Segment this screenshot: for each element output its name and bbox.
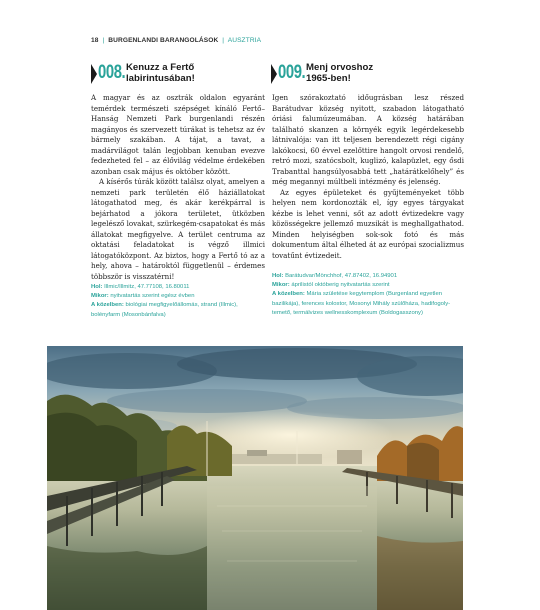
book-title: BURGENLANDI BARANGOLÁSOK	[108, 37, 219, 44]
info-value: Illmic/Illmitz, 47.77108, 16.80011	[104, 284, 190, 290]
info-row	[91, 292, 267, 301]
section-title	[126, 63, 195, 84]
photo-illustration	[47, 346, 463, 610]
section-title-line: Kenuzz a Fertő	[126, 62, 195, 73]
header-country: AUSZTRIA	[227, 37, 262, 44]
section-heading	[91, 63, 195, 84]
section-heading	[271, 63, 373, 84]
paragraph: Igen szórakoztató időugrásban lesz részed Barátudvar község nyitott, szabadon látogatható óriási falumúzeumában. A község határában található skanzen a környék egyik legérdekesebb látnivalója: van itt teljesen berendezett régi cigány lakókocsi, 60 évvel ezelőttire hangolt orvosi rendelő, retró mozi, szatócsbolt, kuglizó, kalapüzlet, egy ősdi Trabanttal hangsúlyosabbá tett „határátkelőhely” és még megannyi múltbeli intézmény és jelenség.	[272, 93, 464, 186]
info-row	[272, 290, 464, 318]
info-value: Mária születése kegytemplom (Burgenland egyetlen bazilikája), ferences kolostor, Mosonyi Mihály szülőháza, hadifogoly-temető, termálvizes wellnesskomplexum (Boldogasszony)	[272, 291, 451, 316]
section-number: 008.	[98, 62, 126, 83]
section-body	[272, 93, 464, 261]
paragraph: Az egyes épületeket és gyűjteményeket több helyen nem kordonozták el, így egyes tárgyakat kézbe is lehet venni, sőt az adott évtizedekre vagy közösségekre jellemző muzsikát is meghallgathatod. Minden helyiségben sok-sok fotó és más dokumentum által élheted át az európai szocializmus tovatűnt évtizedeit.	[272, 187, 464, 260]
lake-marina-photo	[47, 346, 463, 610]
info-value: biológiai megfigyelőállomás, strand (Illmic), bolényfarm (Mosonbánfalva)	[91, 302, 238, 318]
page-header	[91, 37, 261, 44]
info-row	[91, 301, 267, 319]
info-value: áprilistól októberig nyitvatartás szerint	[291, 282, 390, 289]
info-row	[272, 272, 464, 281]
info-value: nyitvatartás szerint egész évben	[110, 293, 195, 300]
info-label: Hol:	[91, 284, 103, 290]
section-number: 009.	[278, 62, 306, 83]
chevron-right-icon	[91, 64, 97, 84]
paragraph: A magyar és az osztrák oldalon egyaránt temérdek természeti szépséget kínáló Fertő–Hanság Nemzeti Park burgenlandi részén magányos és szervezett túrákat is tehetsz az év bármely szakában. A tájat, a tavat, a madárvilágot talán legjobban kenuban evezve fedezheted fel – az élővilág védelme érdekében azonban csak május és október között.	[91, 93, 265, 176]
paragraph: A kísérős túrák között találsz olyat, amelyen a nemzeti park területén élő háziállatokat látogathatod meg, és akár kerékpárral is bejárhatod a jókora területet, ütközben legelésző lovakat, szürkegém-csapatokat és más állatokat megfigyelve. A terület centruma az oktatási feladatokat is végző illmici látogatóközpont. Az biztos, hogy a Fertő tó az a hely, ahova – határoktól függetlenül – érdemes többször is visszatérni!	[91, 177, 265, 281]
chevron-right-icon	[271, 64, 277, 84]
section-info	[91, 283, 267, 320]
header-separator: |	[102, 37, 105, 44]
info-label: A közelben:	[91, 302, 124, 309]
section-title-line: 1965-ben!	[306, 72, 351, 84]
section-body	[91, 93, 265, 282]
info-value: Barátudvar/Mönchhof, 47.87402, 16.94901	[285, 273, 398, 279]
info-row	[272, 281, 464, 290]
info-label: Hol:	[272, 273, 284, 279]
info-label: Mikor:	[272, 282, 290, 289]
header-separator: |	[222, 37, 225, 44]
section-info	[272, 272, 464, 318]
info-row	[91, 283, 267, 292]
section-title	[306, 63, 373, 84]
page-number: 18	[91, 37, 99, 44]
section-title-line: Menj orvoshoz	[306, 62, 374, 73]
section-title-line: labirintusában!	[126, 72, 195, 84]
info-label: A közelben:	[272, 291, 305, 298]
info-label: Mikor:	[91, 293, 109, 300]
